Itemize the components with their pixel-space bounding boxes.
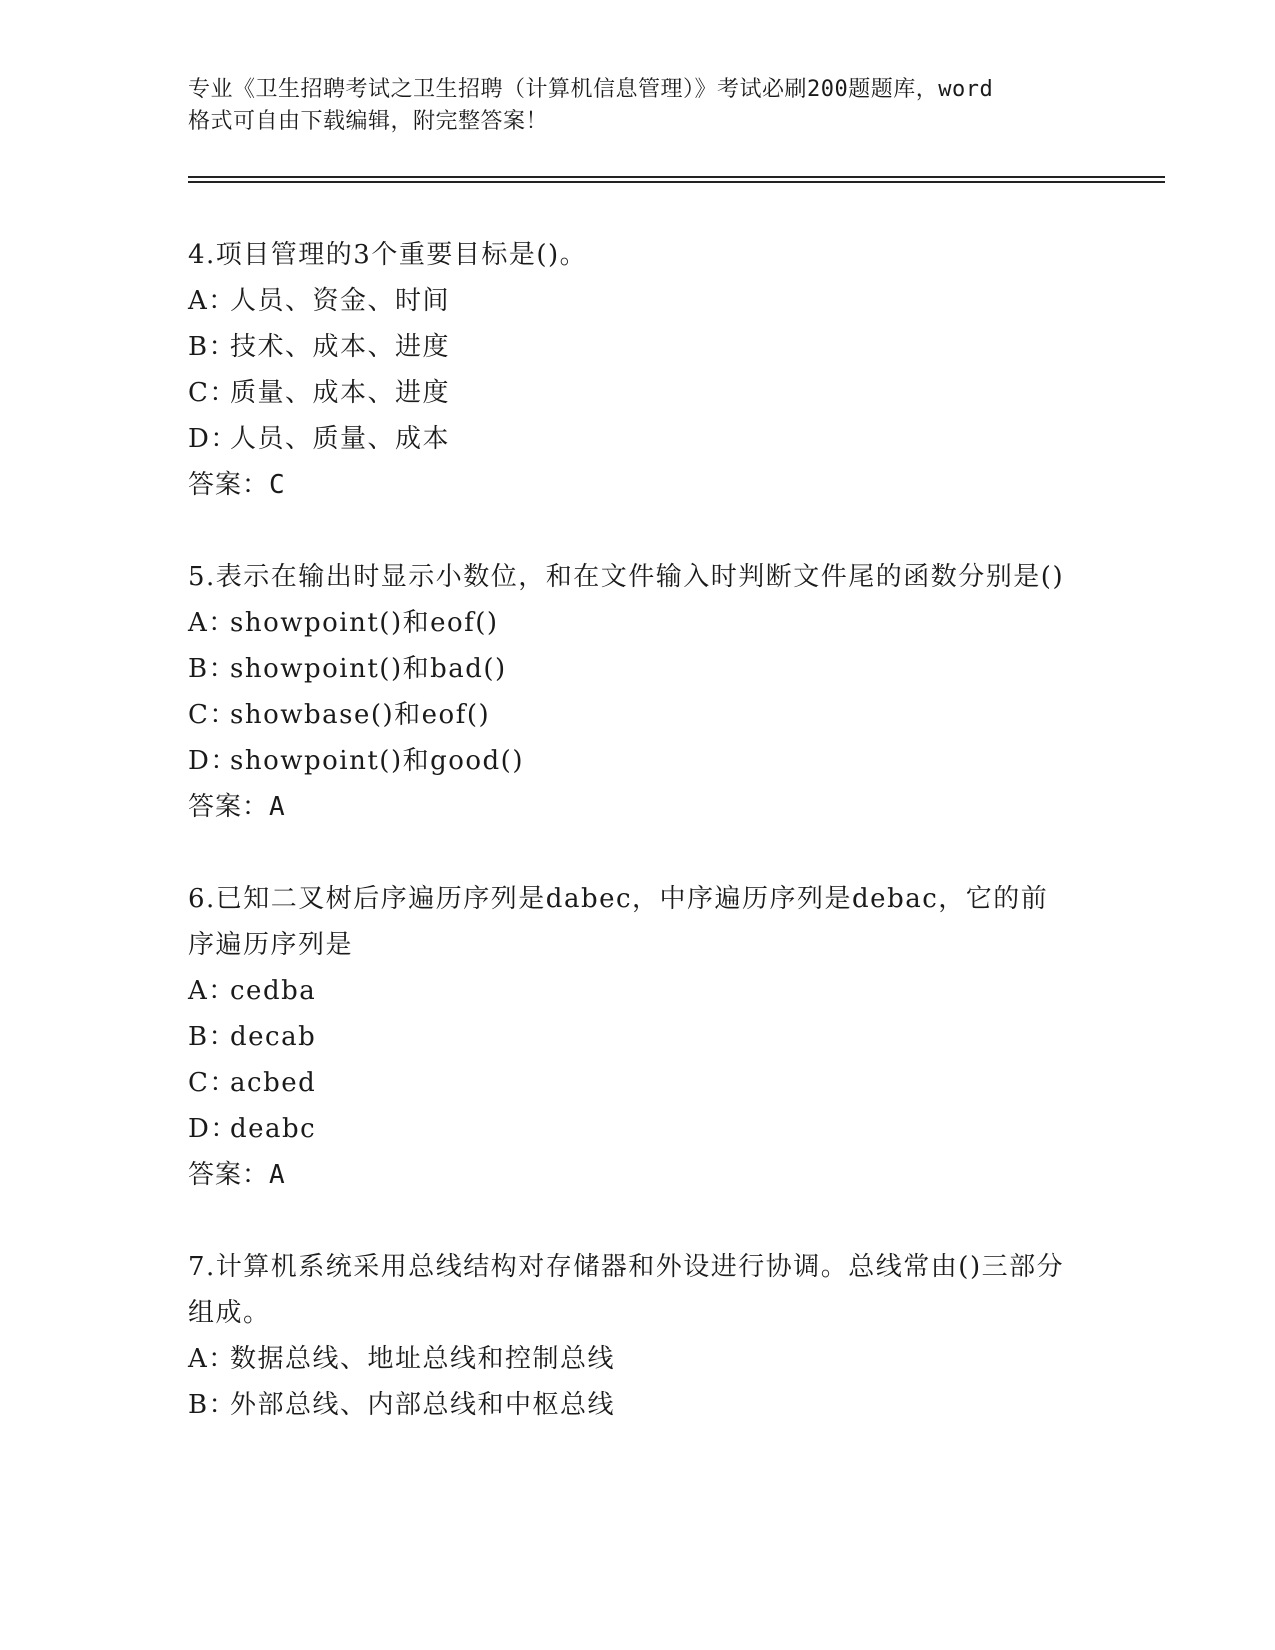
header-line-1: 专业《卫生招聘考试之卫生招聘（计算机信息管理）》考试必刷200题题库，word (188, 77, 994, 102)
option-text: showpoint()和bad() (230, 654, 507, 684)
option-text: 人员、质量、成本 (230, 424, 451, 454)
option-text: decab (230, 1022, 317, 1052)
option-b (188, 324, 1088, 370)
question-stem: 5.表示在输出时显示小数位，和在文件输入时判断文件尾的函数分别是() (188, 562, 1065, 592)
header-rule-bottom (188, 181, 1165, 183)
question-stem: 6.已知二叉树后序遍历序列是dabec，中序遍历序列是debac，它的前序遍历序列是 (188, 884, 1049, 960)
option-text: 人员、资金、时间 (230, 286, 451, 316)
option-c (188, 692, 1088, 738)
option-key: B： (188, 1390, 237, 1420)
option-text: showpoint()和eof() (230, 608, 499, 638)
option-key: C： (188, 700, 237, 730)
question-list (188, 232, 1088, 1474)
option-text: showpoint()和good() (230, 746, 524, 776)
option-c (188, 370, 1088, 416)
answer-line: 答案：A (188, 792, 286, 822)
option-key: A： (188, 286, 236, 316)
answer-line: 答案：C (188, 470, 286, 500)
option-text: 外部总线、内部总线和中枢总线 (230, 1390, 616, 1420)
option-a (188, 968, 1088, 1014)
option-a (188, 278, 1088, 324)
option-d (188, 416, 1088, 462)
option-key: C： (188, 1068, 237, 1098)
option-text: showbase()和eof() (230, 700, 491, 730)
option-a (188, 600, 1088, 646)
option-key: D： (188, 746, 238, 776)
question-4 (188, 232, 1088, 508)
option-key: C： (188, 378, 237, 408)
option-text: 质量、成本、进度 (230, 378, 451, 408)
option-c (188, 1060, 1088, 1106)
option-d (188, 738, 1088, 784)
option-b (188, 1014, 1088, 1060)
option-text: 数据总线、地址总线和控制总线 (230, 1344, 616, 1374)
header-rule-top (188, 176, 1165, 178)
option-key: D： (188, 424, 238, 454)
question-7 (188, 1244, 1088, 1428)
option-key: D： (188, 1114, 238, 1144)
option-key: A： (188, 608, 236, 638)
header-line-2: 格式可自由下载编辑，附完整答案！ (188, 109, 549, 134)
option-key: B： (188, 654, 237, 684)
option-text: 技术、成本、进度 (230, 332, 451, 362)
option-text: deabc (230, 1114, 317, 1144)
question-stem: 7.计算机系统采用总线结构对存储器和外设进行协调。总线常由()三部分组成。 (188, 1252, 1065, 1328)
answer-line: 答案：A (188, 1160, 286, 1190)
option-key: B： (188, 332, 237, 362)
option-a (188, 1336, 1088, 1382)
option-b (188, 1382, 1088, 1428)
option-key: B： (188, 1022, 237, 1052)
option-b (188, 646, 1088, 692)
option-key: A： (188, 1344, 236, 1374)
option-text: cedba (230, 976, 317, 1006)
question-6 (188, 876, 1088, 1198)
document-header (188, 74, 1088, 138)
question-5 (188, 554, 1088, 830)
option-key: A： (188, 976, 236, 1006)
question-stem: 4.项目管理的3个重要目标是()。 (188, 240, 588, 270)
option-d (188, 1106, 1088, 1152)
option-text: acbed (230, 1068, 317, 1098)
